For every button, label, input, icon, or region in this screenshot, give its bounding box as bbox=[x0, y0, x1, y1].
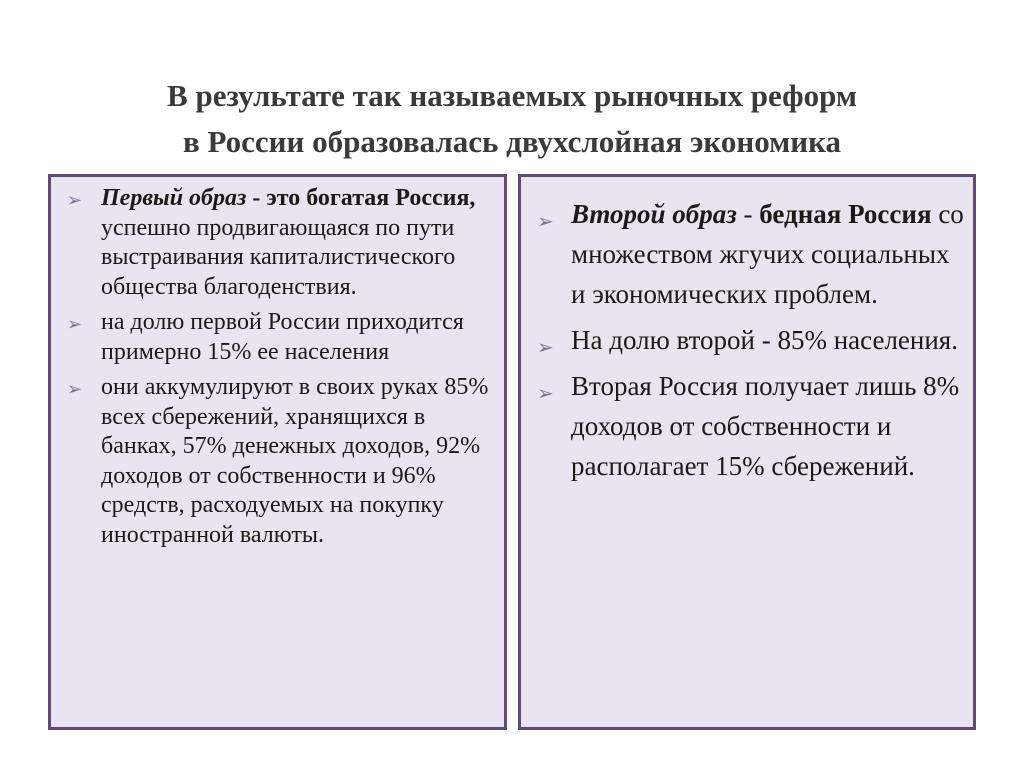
list-item bbox=[535, 320, 967, 360]
item-emphasis: Первый образ bbox=[101, 185, 247, 211]
item-text: со множеством жгучих социальных и экономических проблем. bbox=[571, 199, 964, 309]
item-bold: бедная Россия bbox=[759, 199, 932, 229]
rich-russia-panel bbox=[48, 174, 507, 730]
item-text: на долю первой России приходится примерно 15% ее населения bbox=[101, 309, 464, 365]
title-line-1: В результате так называемых рыночных реформ bbox=[167, 78, 857, 113]
item-separator: - bbox=[736, 199, 760, 229]
title-line-2: в России образовалась двухслойная экономика bbox=[182, 124, 842, 159]
arrowhead-bullet-icon: ➢ bbox=[537, 381, 554, 405]
slide-title bbox=[40, 73, 984, 165]
list-item bbox=[535, 194, 967, 314]
arrowhead-bullet-icon: ➢ bbox=[67, 190, 83, 211]
arrowhead-bullet-icon: ➢ bbox=[537, 209, 554, 233]
item-text: они аккумулируют в своих руках 85% всех сбережений, хранящихся в банках, 57% денежных доходов, 92% доходов от собственности и 96% средств, расходуемых на покупку иностранной валюты. bbox=[101, 374, 489, 548]
arrowhead-bullet-icon: ➢ bbox=[67, 379, 83, 400]
list-item bbox=[65, 373, 497, 550]
item-text: Вторая Россия получает лишь 8% доходов от собственности и располагает 15% сбережений. bbox=[571, 371, 960, 481]
item-text: На долю второй - 85% населения. bbox=[571, 325, 958, 355]
item-bold: - это богатая Россия, bbox=[246, 185, 476, 211]
poor-russia-list bbox=[535, 194, 967, 492]
rich-russia-list bbox=[65, 184, 497, 556]
list-item bbox=[535, 366, 967, 486]
item-text: успешно продвигающаяся по пути выстраивания капиталистического общества благоденствия. bbox=[101, 214, 456, 300]
item-emphasis: Второй образ bbox=[571, 199, 737, 229]
poor-russia-panel bbox=[518, 174, 976, 730]
arrowhead-bullet-icon: ➢ bbox=[67, 314, 83, 335]
list-item bbox=[65, 184, 497, 302]
list-item bbox=[65, 308, 497, 367]
arrowhead-bullet-icon: ➢ bbox=[537, 335, 554, 359]
